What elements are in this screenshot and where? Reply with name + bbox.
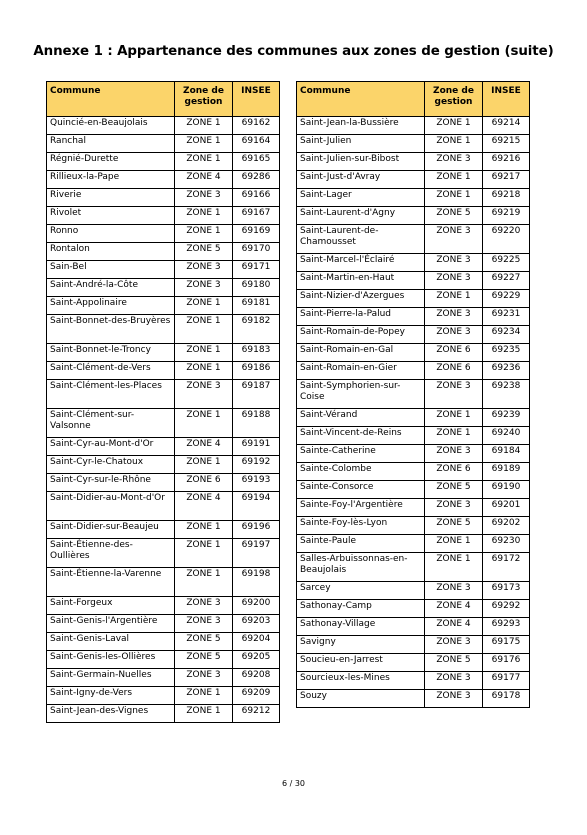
header-insee: INSEE	[483, 82, 530, 117]
insee-cell: 69202	[483, 517, 530, 535]
zone-cell: ZONE 3	[175, 279, 233, 297]
insee-cell: 69230	[483, 535, 530, 553]
commune-cell: Sainte-Foy-lès-Lyon	[297, 517, 425, 535]
zone-cell: ZONE 6	[425, 362, 483, 380]
commune-cell: Saint-Nizier-d'Azergues	[297, 290, 425, 308]
commune-cell: Sathonay-Camp	[297, 600, 425, 618]
insee-cell: 69227	[483, 272, 530, 290]
zone-cell: ZONE 1	[425, 117, 483, 135]
insee-cell: 69218	[483, 189, 530, 207]
commune-cell: Saint-Étienne-la-Varenne	[47, 568, 175, 597]
zone-cell: ZONE 1	[175, 225, 233, 243]
insee-cell: 69219	[483, 207, 530, 225]
table-row	[47, 651, 280, 669]
insee-cell: 69236	[483, 362, 530, 380]
table-row	[47, 705, 280, 723]
insee-cell: 69240	[483, 427, 530, 445]
table-row	[297, 225, 530, 254]
insee-cell: 69235	[483, 344, 530, 362]
insee-cell: 69181	[233, 297, 280, 315]
zone-cell: ZONE 1	[175, 539, 233, 568]
zone-cell: ZONE 4	[175, 492, 233, 521]
zone-cell: ZONE 1	[425, 427, 483, 445]
zone-cell: ZONE 1	[175, 456, 233, 474]
insee-cell: 69191	[233, 438, 280, 456]
header-commune: Commune	[47, 82, 175, 117]
commune-cell: Rillieux-la-Pape	[47, 171, 175, 189]
table-row	[47, 409, 280, 438]
commune-cell: Saint-Clément-de-Vers	[47, 362, 175, 380]
insee-cell: 69182	[233, 315, 280, 344]
commune-cell: Saint-Bonnet-des-Bruyères	[47, 315, 175, 344]
table-row	[297, 362, 530, 380]
zone-cell: ZONE 5	[425, 207, 483, 225]
commune-cell: Saint-Clément-les-Places	[47, 380, 175, 409]
insee-cell: 69165	[233, 153, 280, 171]
insee-cell: 69183	[233, 344, 280, 362]
zone-cell: ZONE 3	[175, 261, 233, 279]
insee-cell: 69229	[483, 290, 530, 308]
commune-cell: Quincié-en-Beaujolais	[47, 117, 175, 135]
commune-cell: Saint-Romain-en-Gal	[297, 344, 425, 362]
commune-cell: Saint-Vincent-de-Reins	[297, 427, 425, 445]
insee-cell: 69167	[233, 207, 280, 225]
insee-cell: 69204	[233, 633, 280, 651]
commune-cell: Sainte-Catherine	[297, 445, 425, 463]
zone-cell: ZONE 1	[175, 568, 233, 597]
commune-cell: Rontalon	[47, 243, 175, 261]
commune-cell: Saint-Bonnet-le-Troncy	[47, 344, 175, 362]
commune-cell: Rivolet	[47, 207, 175, 225]
table-row	[297, 153, 530, 171]
table-row	[47, 380, 280, 409]
zone-cell: ZONE 3	[175, 597, 233, 615]
zone-cell: ZONE 3	[425, 380, 483, 409]
header-insee: INSEE	[233, 82, 280, 117]
commune-cell: Saint-Laurent-d'Agny	[297, 207, 425, 225]
zone-cell: ZONE 1	[175, 687, 233, 705]
insee-cell: 69176	[483, 654, 530, 672]
zone-cell: ZONE 5	[175, 243, 233, 261]
commune-cell: Saint-Jean-la-Bussière	[297, 117, 425, 135]
zone-cell: ZONE 3	[425, 308, 483, 326]
commune-cell: Régnié-Durette	[47, 153, 175, 171]
zone-cell: ZONE 3	[425, 153, 483, 171]
insee-cell: 69189	[483, 463, 530, 481]
commune-cell: Ranchal	[47, 135, 175, 153]
commune-cell: Saint-Pierre-la-Palud	[297, 308, 425, 326]
zone-cell: ZONE 3	[425, 225, 483, 254]
zone-cell: ZONE 5	[425, 517, 483, 535]
table-row	[47, 687, 280, 705]
table-row	[297, 326, 530, 344]
insee-cell: 69216	[483, 153, 530, 171]
commune-cell: Sainte-Consorce	[297, 481, 425, 499]
insee-cell: 69194	[233, 492, 280, 521]
zone-cell: ZONE 5	[425, 654, 483, 672]
table-row	[297, 427, 530, 445]
insee-cell: 69220	[483, 225, 530, 254]
table-row	[47, 207, 280, 225]
insee-cell: 69286	[233, 171, 280, 189]
insee-cell: 69197	[233, 539, 280, 568]
page-title: Annexe 1 : Appartenance des communes aux zones de gestion (suite)	[33, 44, 554, 59]
commune-cell: Saint-Igny-de-Vers	[47, 687, 175, 705]
commune-cell: Savigny	[297, 636, 425, 654]
table-row	[47, 492, 280, 521]
zone-cell: ZONE 6	[175, 474, 233, 492]
insee-cell: 69177	[483, 672, 530, 690]
insee-cell: 69238	[483, 380, 530, 409]
insee-cell: 69164	[233, 135, 280, 153]
zone-cell: ZONE 5	[425, 481, 483, 499]
table-row	[47, 521, 280, 539]
commune-cell: Saint-Étienne-des-Oullières	[47, 539, 175, 568]
zone-cell: ZONE 1	[175, 362, 233, 380]
insee-cell: 69192	[233, 456, 280, 474]
commune-cell: Sain-Bel	[47, 261, 175, 279]
table-row	[47, 568, 280, 597]
insee-cell: 69217	[483, 171, 530, 189]
table-row	[47, 539, 280, 568]
table-row	[47, 117, 280, 135]
insee-cell: 69234	[483, 326, 530, 344]
zone-cell: ZONE 4	[175, 438, 233, 456]
zone-cell: ZONE 3	[425, 445, 483, 463]
zone-cell: ZONE 1	[425, 409, 483, 427]
insee-cell: 69162	[233, 117, 280, 135]
header-zone: Zone de gestion	[425, 82, 483, 117]
table-row	[297, 117, 530, 135]
table-row	[297, 618, 530, 636]
insee-cell: 69169	[233, 225, 280, 243]
zone-cell: ZONE 3	[425, 499, 483, 517]
commune-cell: Saint-Just-d'Avray	[297, 171, 425, 189]
zone-cell: ZONE 1	[175, 705, 233, 723]
commune-cell: Sainte-Foy-l'Argentière	[297, 499, 425, 517]
table-row	[297, 636, 530, 654]
commune-cell: Saint-Cyr-le-Chatoux	[47, 456, 175, 474]
table-header-row	[297, 82, 530, 117]
zone-cell: ZONE 5	[175, 633, 233, 651]
commune-cell: Saint-Cyr-au-Mont-d'Or	[47, 438, 175, 456]
table-row	[47, 261, 280, 279]
zone-cell: ZONE 3	[425, 636, 483, 654]
commune-cell: Saint-Forgeux	[47, 597, 175, 615]
commune-cell: Saint-Cyr-sur-le-Rhône	[47, 474, 175, 492]
insee-cell: 69170	[233, 243, 280, 261]
commune-cell: Saint-Genis-l'Argentière	[47, 615, 175, 633]
table-row	[297, 582, 530, 600]
zone-cell: ZONE 1	[425, 553, 483, 582]
table-row	[297, 463, 530, 481]
insee-cell: 69293	[483, 618, 530, 636]
zone-cell: ZONE 1	[175, 153, 233, 171]
zone-cell: ZONE 4	[175, 171, 233, 189]
table-row	[297, 207, 530, 225]
zone-cell: ZONE 1	[175, 297, 233, 315]
table-row	[47, 456, 280, 474]
insee-cell: 69193	[233, 474, 280, 492]
insee-cell: 69208	[233, 669, 280, 687]
commune-cell: Sathonay-Village	[297, 618, 425, 636]
insee-cell: 69198	[233, 568, 280, 597]
commune-cell: Saint-Laurent-de-Chamousset	[297, 225, 425, 254]
zone-cell: ZONE 5	[175, 651, 233, 669]
table-row	[47, 669, 280, 687]
commune-cell: Saint-Lager	[297, 189, 425, 207]
zone-cell: ZONE 4	[425, 600, 483, 618]
header-zone: Zone de gestion	[175, 82, 233, 117]
commune-cell: Saint-Julien-sur-Bibost	[297, 153, 425, 171]
zone-cell: ZONE 4	[425, 618, 483, 636]
commune-cell: Saint-Germain-Nuelles	[47, 669, 175, 687]
insee-cell: 69231	[483, 308, 530, 326]
zone-cell: ZONE 3	[425, 672, 483, 690]
zone-cell: ZONE 1	[425, 135, 483, 153]
zone-cell: ZONE 3	[175, 189, 233, 207]
zone-cell: ZONE 3	[425, 690, 483, 708]
insee-cell: 69187	[233, 380, 280, 409]
commune-cell: Saint-Didier-sur-Beaujeu	[47, 521, 175, 539]
page-number: 6 / 30	[281, 779, 306, 788]
commune-cell: Sourcieux-les-Mines	[297, 672, 425, 690]
zone-cell: ZONE 3	[175, 380, 233, 409]
table-header-row	[47, 82, 280, 117]
commune-cell: Saint-Jean-des-Vignes	[47, 705, 175, 723]
insee-cell: 69201	[483, 499, 530, 517]
commune-cell: Saint-Clément-sur-Valsonne	[47, 409, 175, 438]
table-row	[297, 654, 530, 672]
table-row	[47, 344, 280, 362]
table-row	[297, 690, 530, 708]
table-row	[297, 380, 530, 409]
zone-cell: ZONE 3	[425, 272, 483, 290]
table-row	[47, 153, 280, 171]
insee-cell: 69200	[233, 597, 280, 615]
zone-cell: ZONE 1	[425, 535, 483, 553]
table-row	[297, 672, 530, 690]
table-body-left	[47, 117, 280, 723]
zone-cell: ZONE 1	[425, 189, 483, 207]
commune-cell: Saint-Romain-en-Gier	[297, 362, 425, 380]
table-body-right	[297, 117, 530, 708]
zone-cell: ZONE 1	[175, 207, 233, 225]
insee-cell: 69172	[483, 553, 530, 582]
table-row	[47, 633, 280, 651]
commune-cell: Saint-Romain-de-Popey	[297, 326, 425, 344]
insee-cell: 69188	[233, 409, 280, 438]
table-row	[47, 189, 280, 207]
zone-cell: ZONE 3	[425, 582, 483, 600]
zone-cell: ZONE 6	[425, 344, 483, 362]
commune-cell: Ronno	[47, 225, 175, 243]
insee-cell: 69225	[483, 254, 530, 272]
commune-cell: Soucieu-en-Jarrest	[297, 654, 425, 672]
header-commune: Commune	[297, 82, 425, 117]
table-row	[297, 499, 530, 517]
table-row	[297, 517, 530, 535]
zone-cell: ZONE 1	[175, 409, 233, 438]
commune-cell: Souzy	[297, 690, 425, 708]
zone-cell: ZONE 6	[425, 463, 483, 481]
zone-cell: ZONE 3	[175, 669, 233, 687]
table-row	[297, 409, 530, 427]
insee-cell: 69171	[233, 261, 280, 279]
table-row	[297, 553, 530, 582]
table-row	[47, 135, 280, 153]
commune-cell: Saint-Genis-Laval	[47, 633, 175, 651]
zone-cell: ZONE 1	[175, 521, 233, 539]
table-row	[297, 481, 530, 499]
insee-cell: 69212	[233, 705, 280, 723]
zone-cell: ZONE 1	[175, 135, 233, 153]
table-row	[297, 445, 530, 463]
table-row	[47, 297, 280, 315]
insee-cell: 69205	[233, 651, 280, 669]
table-row	[297, 290, 530, 308]
table-row	[47, 243, 280, 261]
table-row	[47, 171, 280, 189]
commune-cell: Salles-Arbuissonnas-en-Beaujolais	[297, 553, 425, 582]
insee-cell: 69239	[483, 409, 530, 427]
insee-cell: 69214	[483, 117, 530, 135]
table-row	[297, 254, 530, 272]
commune-cell: Saint-Vérand	[297, 409, 425, 427]
table-row	[297, 344, 530, 362]
commune-cell: Saint-Julien	[297, 135, 425, 153]
insee-cell: 69209	[233, 687, 280, 705]
zone-cell: ZONE 1	[425, 171, 483, 189]
table-row	[47, 279, 280, 297]
table-row	[47, 225, 280, 243]
insee-cell: 69215	[483, 135, 530, 153]
commune-cell: Saint-André-la-Côte	[47, 279, 175, 297]
insee-cell: 69203	[233, 615, 280, 633]
zone-cell: ZONE 1	[175, 315, 233, 344]
insee-cell: 69175	[483, 636, 530, 654]
commune-cell: Sainte-Colombe	[297, 463, 425, 481]
communes-table-left	[46, 81, 280, 723]
zone-cell: ZONE 1	[175, 344, 233, 362]
commune-cell: Saint-Symphorien-sur-Coise	[297, 380, 425, 409]
table-row	[297, 189, 530, 207]
commune-cell: Sarcey	[297, 582, 425, 600]
table-row	[47, 615, 280, 633]
table-row	[297, 600, 530, 618]
insee-cell: 69186	[233, 362, 280, 380]
table-row	[297, 135, 530, 153]
insee-cell: 69184	[483, 445, 530, 463]
commune-cell: Sainte-Paule	[297, 535, 425, 553]
table-row	[47, 597, 280, 615]
zone-cell: ZONE 3	[425, 254, 483, 272]
table-row	[297, 272, 530, 290]
zone-cell: ZONE 3	[175, 615, 233, 633]
commune-cell: Saint-Appolinaire	[47, 297, 175, 315]
insee-cell: 69190	[483, 481, 530, 499]
insee-cell: 69180	[233, 279, 280, 297]
table-row	[47, 474, 280, 492]
commune-cell: Saint-Genis-les-Ollières	[47, 651, 175, 669]
commune-cell: Saint-Marcel-l'Éclairé	[297, 254, 425, 272]
insee-cell: 69292	[483, 600, 530, 618]
table-row	[297, 535, 530, 553]
commune-cell: Riverie	[47, 189, 175, 207]
zone-cell: ZONE 1	[425, 290, 483, 308]
table-row	[47, 315, 280, 344]
commune-cell: Saint-Martin-en-Haut	[297, 272, 425, 290]
table-row	[47, 362, 280, 380]
insee-cell: 69166	[233, 189, 280, 207]
table-row	[47, 438, 280, 456]
table-row	[297, 308, 530, 326]
insee-cell: 69196	[233, 521, 280, 539]
zone-cell: ZONE 3	[425, 326, 483, 344]
communes-table-right	[296, 81, 530, 708]
insee-cell: 69178	[483, 690, 530, 708]
zone-cell: ZONE 1	[175, 117, 233, 135]
insee-cell: 69173	[483, 582, 530, 600]
table-row	[297, 171, 530, 189]
commune-cell: Saint-Didier-au-Mont-d'Or	[47, 492, 175, 521]
